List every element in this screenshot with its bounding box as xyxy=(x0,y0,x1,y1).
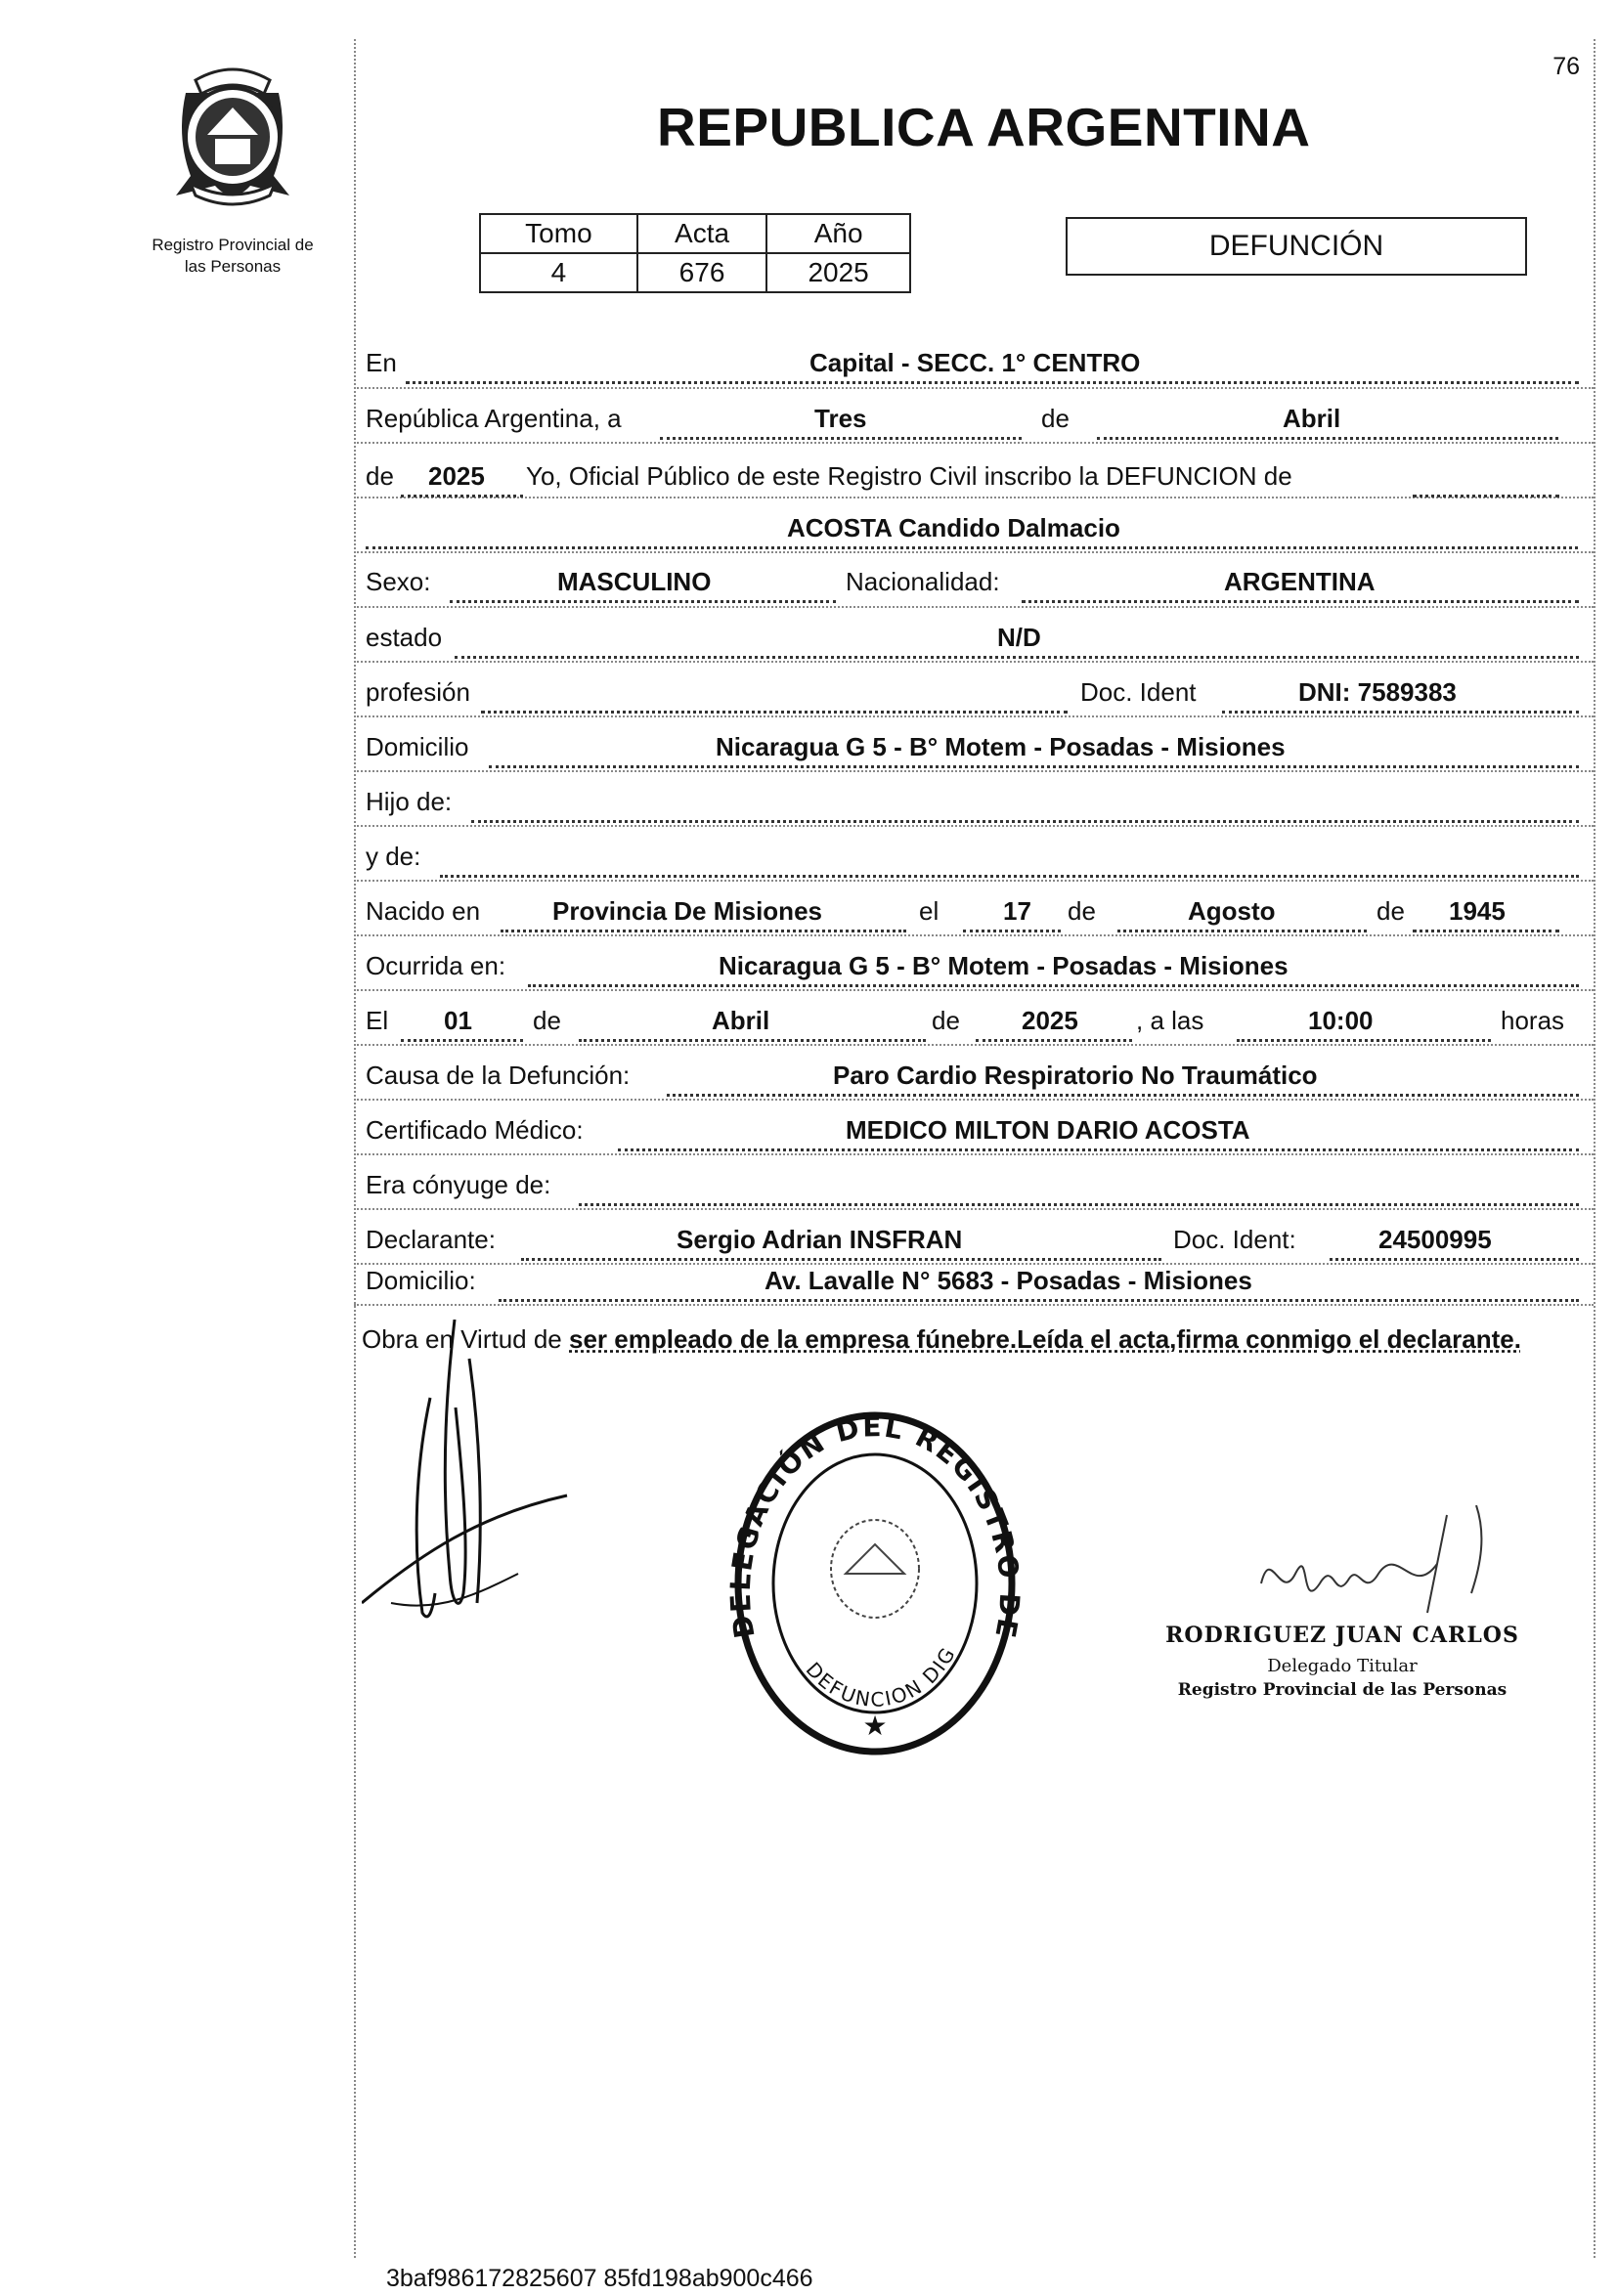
dotted-fill xyxy=(521,1258,1161,1261)
row-certificado xyxy=(362,1115,1584,1154)
dotted-fill xyxy=(1237,1039,1491,1042)
svg-text:★: ★ xyxy=(862,1710,888,1742)
row-decl-domicilio xyxy=(362,1266,1584,1305)
table-header-tomo: Tomo xyxy=(480,214,637,253)
row-conyuge xyxy=(362,1170,1584,1209)
dotted-fill xyxy=(1117,930,1367,932)
dotted-fill xyxy=(489,765,1579,768)
declarant-signature xyxy=(362,1320,587,1632)
sexo-label: Sexo: xyxy=(366,567,431,596)
causa-label: Causa de la Defunción: xyxy=(366,1061,631,1090)
left-margin-line xyxy=(354,39,356,2258)
logo-caption-line2: las Personas xyxy=(184,257,282,276)
profesion-label: profesión xyxy=(366,677,470,707)
conyuge-label: Era cónyuge de: xyxy=(366,1170,551,1199)
dotted-fill xyxy=(660,437,1022,440)
domicilio-label: Domicilio xyxy=(366,732,469,761)
def-mes-value: Abril xyxy=(712,1006,770,1035)
document-hash: 3baf986172825607 85fd198ab900c466 xyxy=(386,2265,813,2292)
sexo-value: MASCULINO xyxy=(557,567,712,596)
dotted-fill xyxy=(579,1039,926,1042)
row-declarante xyxy=(362,1225,1584,1264)
row-estado xyxy=(362,623,1584,662)
row-domicilio xyxy=(362,732,1584,771)
horas-label: horas xyxy=(1501,1006,1565,1035)
declarante-label: Declarante: xyxy=(366,1225,496,1254)
signer-role: Delegado Titular xyxy=(1267,1656,1418,1676)
en-label: En xyxy=(366,348,397,377)
nombre-value: ACOSTA Candido Dalmacio xyxy=(787,513,1120,542)
dotted-fill xyxy=(455,656,1579,659)
record-type-box: DEFUNCIÓN xyxy=(1066,217,1527,276)
nacionalidad-value: ARGENTINA xyxy=(1224,567,1376,596)
estado-label: estado xyxy=(366,623,443,652)
signer-office: Registro Provincial de las Personas xyxy=(1177,1680,1508,1700)
certificado-value: MEDICO MILTON DARIO ACOSTA xyxy=(846,1115,1250,1145)
page-title: REPUBLICA ARGENTINA xyxy=(657,97,1311,157)
logo-caption-line1: Registro Provincial de xyxy=(152,236,314,254)
row-yde xyxy=(362,842,1584,881)
dotted-fill xyxy=(963,930,1061,932)
dotted-fill xyxy=(1022,600,1579,603)
row-nombre xyxy=(362,513,1584,552)
stamp-outer-text: D EGACIÓN DEL REGISTR E xyxy=(728,1410,1022,1643)
de-label: de xyxy=(533,1006,561,1035)
dotted-fill xyxy=(579,1203,1579,1206)
dotted-fill xyxy=(366,546,1578,549)
official-signer xyxy=(1161,1623,1523,1700)
dotted-fill xyxy=(501,930,906,932)
svg-text:DELEGACIÓN DEL REGISTRO DE LAS xyxy=(728,1403,1022,1656)
dotted-fill xyxy=(1222,711,1579,714)
alas-label: , a las xyxy=(1136,1006,1204,1035)
dotted-fill xyxy=(450,600,836,603)
de-label: de xyxy=(1068,896,1096,926)
doc-label: Doc. Ident xyxy=(1080,677,1197,707)
de-label: de xyxy=(366,461,394,491)
yde-label: y de: xyxy=(366,842,421,871)
row-divider xyxy=(354,387,1594,389)
nacido-mes-value: Agosto xyxy=(1188,896,1276,926)
official-signature xyxy=(1242,1505,1506,1623)
hora-value: 10:00 xyxy=(1308,1006,1374,1035)
dotted-fill xyxy=(1413,930,1559,932)
right-margin-line xyxy=(1594,39,1595,2258)
def-dia-value: 01 xyxy=(444,1006,472,1035)
page-number: 76 xyxy=(1552,53,1580,80)
el2-label: El xyxy=(366,1006,389,1035)
official-stamp xyxy=(728,1403,1022,1764)
nacido-anio-value: 1945 xyxy=(1449,896,1506,926)
table-header-anio: Año xyxy=(766,214,910,253)
def-anio-value: 2025 xyxy=(1022,1006,1078,1035)
dotted-fill xyxy=(1097,437,1558,440)
decl-doc-value: 24500995 xyxy=(1378,1225,1492,1254)
table-header-acta: Acta xyxy=(637,214,766,253)
registry-table xyxy=(479,213,911,293)
dia-value: Tres xyxy=(814,404,867,433)
republica-label: República Argentina, a xyxy=(366,404,622,433)
de-label: de xyxy=(1377,896,1405,926)
nacido-label: Nacido en xyxy=(366,896,481,926)
domicilio-value: Nicaragua G 5 - B° Motem - Posadas - Misiones xyxy=(716,732,1286,761)
de-label: de xyxy=(932,1006,960,1035)
dotted-fill xyxy=(618,1148,1579,1151)
certificado-label: Certificado Médico: xyxy=(366,1115,584,1145)
registry-logo xyxy=(156,59,308,215)
causa-value: Paro Cardio Respiratorio No Traumático xyxy=(833,1061,1318,1090)
row-profesion xyxy=(362,677,1584,716)
doc-value: DNI: 7589383 xyxy=(1298,677,1457,707)
estado-value: N/D xyxy=(997,623,1041,652)
dotted-fill xyxy=(528,984,1579,987)
ocurrida-label: Ocurrida en: xyxy=(366,951,506,980)
nacido-dia-value: 17 xyxy=(1003,896,1031,926)
lugar-value: Capital - SECC. 1° CENTRO xyxy=(809,348,1141,377)
stamp-inner-text: DEFUNCION DIG xyxy=(801,1642,961,1711)
row-en xyxy=(362,348,1584,387)
dotted-fill xyxy=(1330,1258,1579,1261)
yo-text: Yo, Oficial Público de este Registro Civil inscribo la DEFUNCION de xyxy=(526,461,1292,491)
dotted-fill xyxy=(440,875,1579,878)
nacido-lugar-value: Provincia De Misiones xyxy=(552,896,822,926)
dotted-fill xyxy=(976,1039,1132,1042)
table-value-acta: 676 xyxy=(637,253,766,292)
de-label: de xyxy=(1041,404,1070,433)
signer-name: RODRIGUEZ JUAN CARLOS xyxy=(1165,1623,1519,1648)
table-value-tomo: 4 xyxy=(480,253,637,292)
row-hijo xyxy=(362,787,1584,826)
mes-value: Abril xyxy=(1283,404,1341,433)
row-causa xyxy=(362,1061,1584,1100)
obra-value: ser empleado de la empresa fúnebre.Leída el acta,firma conmigo el declarante. xyxy=(569,1324,1521,1354)
decl-domicilio-value: Av. Lavalle N° 5683 - Posadas - Misiones xyxy=(765,1266,1252,1295)
ocurrida-value: Nicaragua G 5 - B° Motem - Posadas - Misiones xyxy=(719,951,1289,980)
row-nacido xyxy=(362,896,1584,935)
decl-doc-label: Doc. Ident: xyxy=(1173,1225,1296,1254)
row-fecha-def xyxy=(362,1006,1584,1045)
el-label: el xyxy=(919,896,940,926)
nacionalidad-label: Nacionalidad: xyxy=(846,567,1000,596)
dotted-fill xyxy=(1413,495,1559,498)
row-divider xyxy=(354,606,1594,608)
obra-label: Obra en Virtud de xyxy=(362,1324,562,1354)
row-ocurrida xyxy=(362,951,1584,990)
dotted-fill xyxy=(471,820,1579,823)
table-value-anio: 2025 xyxy=(766,253,910,292)
dotted-fill xyxy=(667,1094,1579,1097)
dotted-fill xyxy=(406,381,1579,384)
row-sexo xyxy=(362,567,1584,606)
decl-domicilio-label: Domicilio: xyxy=(366,1266,476,1295)
logo-caption xyxy=(125,235,340,278)
dotted-fill xyxy=(401,495,523,498)
anio-value: 2025 xyxy=(428,461,485,491)
row-republica xyxy=(362,404,1584,443)
dotted-fill xyxy=(481,711,1068,714)
row-anio xyxy=(362,461,1584,500)
dotted-fill xyxy=(499,1299,1579,1302)
dotted-fill xyxy=(401,1039,523,1042)
declarante-value: Sergio Adrian INSFRAN xyxy=(677,1225,963,1254)
hijo-label: Hijo de: xyxy=(366,787,453,816)
